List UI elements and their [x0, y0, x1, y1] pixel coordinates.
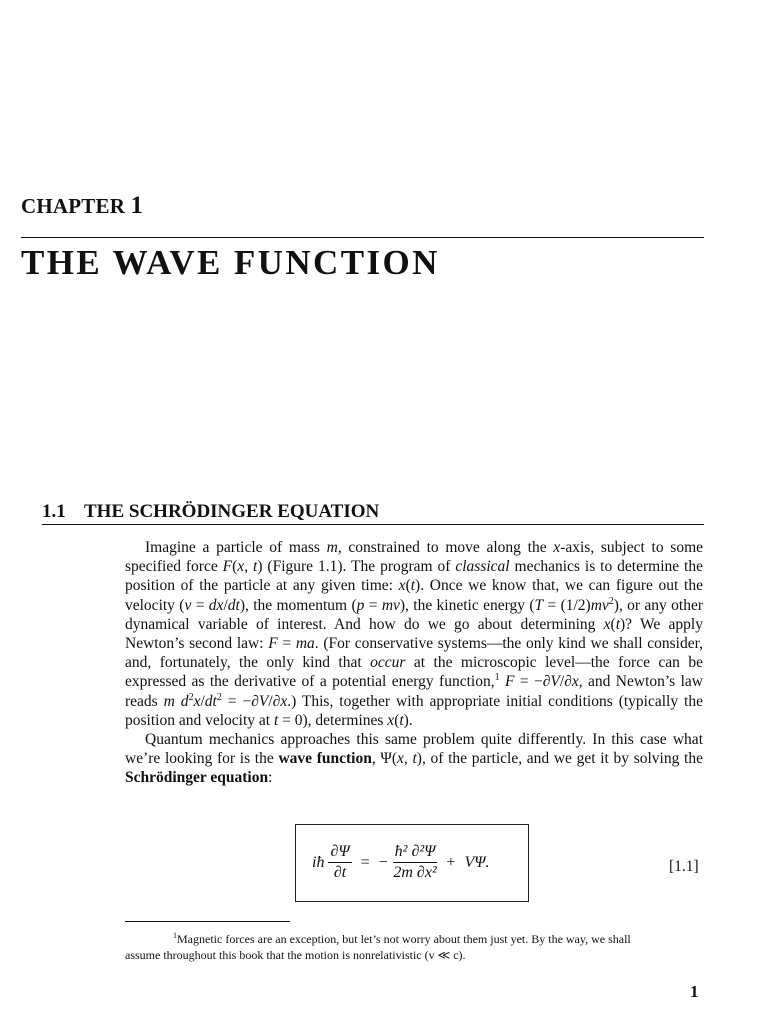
- eq-lhs-fraction: [328, 843, 351, 882]
- eq-rhs-denominator: 2m ∂x²: [393, 864, 437, 881]
- eq-plus: +: [446, 853, 456, 871]
- section-title: THE SCHRÖDINGER EQUATION: [84, 501, 380, 522]
- section-rule: [42, 524, 704, 525]
- eq-lhs-prefix: iħ: [312, 853, 325, 871]
- body-text: [125, 538, 703, 788]
- footnote-text-2: assume throughout this book that the motion is nonrelativistic (v ≪ c).: [125, 948, 466, 962]
- equation: [312, 843, 489, 882]
- paragraph-1: Imagine a particle of mass m, constrained to move along the x-axis, subject to some specified force F(x, t) (Figure 1.1). The program of classical mechanics is to determine the position of the particle at any given time: x(t). Once we know that, we can figure out the velocity (v = dx/dt), the momentum (p = mv), the kinetic energy $(T = (1/2)mv^2)$, or any other dynamical variable of interest. And how do we go about determining x(t)? We apply Newton’s second law: F = ma. (For conservative systems—the only kind we shall consider, and, fortunately, the only kind that occur at the microscopic level—the force can be expressed as the derivative of a potential energy function,$^1$ F = −∂V/∂x, and Newton’s law reads m $d^2x/dt^2 = -\partial V/\partial x$.) This, together with appropriate initial conditions (typically the position and velocity at t = 0), determines x(t).: [125, 539, 704, 729]
- eq-equals: =: [360, 853, 370, 871]
- chapter-rule: [21, 237, 704, 238]
- schrodinger-equation-box: [295, 824, 529, 902]
- footnote-marker: 1: [173, 931, 177, 940]
- eq-lhs-numerator: ∂Ψ: [328, 843, 351, 863]
- chapter-label-word: CHAPTER: [21, 194, 126, 218]
- chapter-label: [21, 192, 143, 220]
- chapter-number: 1: [130, 192, 144, 219]
- page-number: 1: [690, 982, 699, 1001]
- eq-potential-term: VΨ.: [464, 853, 490, 871]
- paragraph-2: Quantum mechanics approaches this same problem quite differently. In this case what we’re looking for is the wave function, Ψ(x, t), of the particle, and we get it by solving the Schrödinger equation:: [125, 731, 703, 787]
- eq-rhs-fraction: [393, 843, 438, 882]
- footnote-line-1: [125, 931, 703, 947]
- footnote-rule: [125, 921, 290, 922]
- eq-minus: −: [378, 853, 388, 871]
- equation-number: [1.1]: [669, 858, 699, 875]
- section-number: 1.1: [42, 501, 66, 522]
- footnote-text-1: Magnetic forces are an exception, but let’s not worry about them just yet. By the way, we shall: [177, 932, 631, 946]
- footnote: [125, 931, 703, 963]
- chapter-title: THE WAVE FUNCTION: [21, 243, 440, 282]
- eq-lhs-denominator: ∂t: [333, 864, 347, 881]
- eq-rhs-numerator: ħ² ∂²Ψ: [393, 843, 438, 863]
- section-heading: [42, 501, 379, 523]
